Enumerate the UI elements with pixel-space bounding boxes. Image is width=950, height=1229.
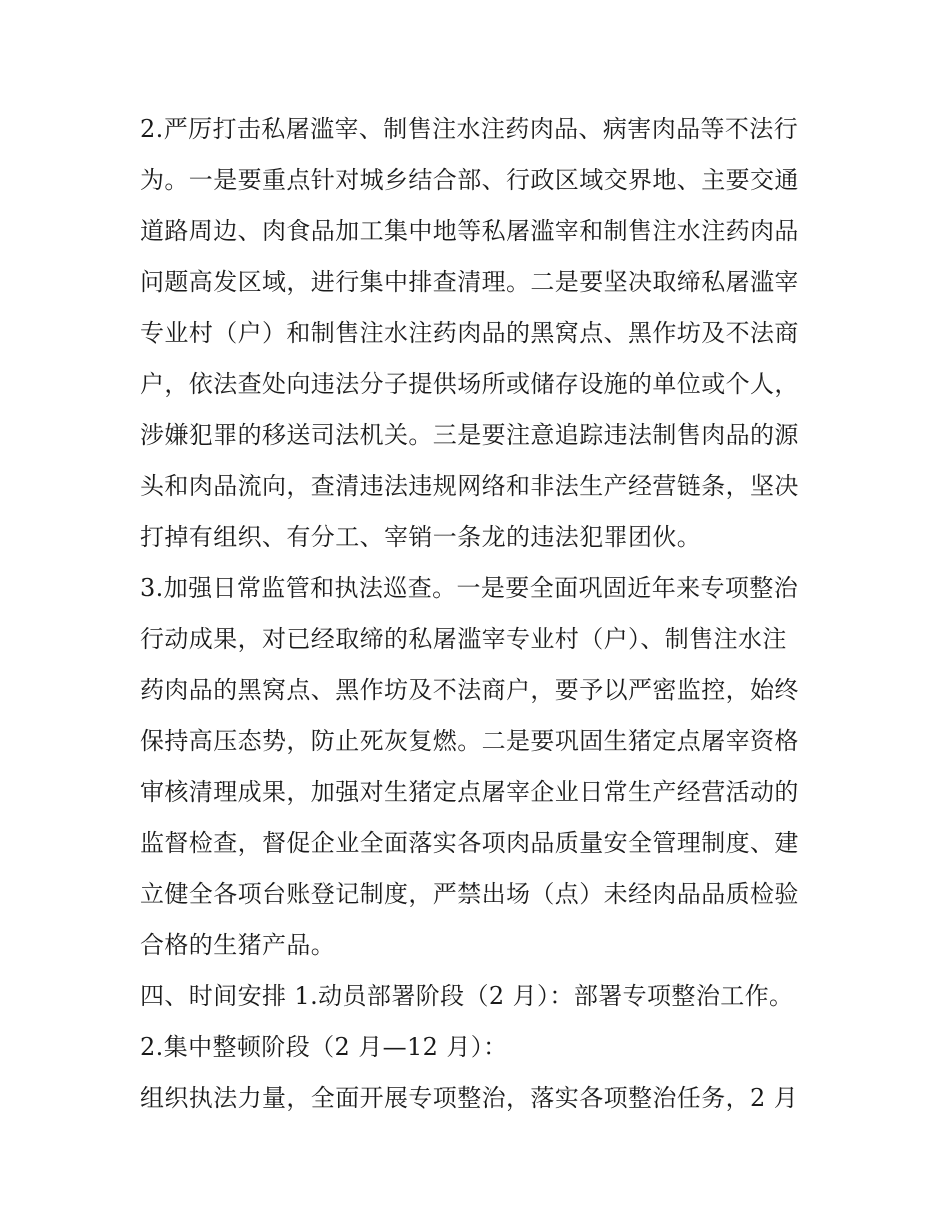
text-line: 行动成果，对已经取缔的私屠滥宰专业村（户）、制售注水注 <box>140 625 787 653</box>
text-line: 打掉有组织、有分工、宰销一条龙的违法犯罪团伙。 <box>140 523 702 551</box>
text-line: 2.严厉打击私屠滥宰、制售注水注药肉品、病害肉品等不法行 <box>140 115 799 143</box>
text-line: 组织执法力量，全面开展专项整治，落实各项整治任务，2 月 <box>140 1084 799 1112</box>
text-line: 审核清理成果，加强对生猪定点屠宰企业日常生产经营活动的 <box>140 778 799 806</box>
text-line: 保持高压态势，防止死灰复燃。二是要巩固生猪定点屠宰资格 <box>140 727 799 755</box>
text-line: 2.集中整顿阶段（2 月—12 月）： <box>140 1033 508 1061</box>
text-line: 问题高发区域，进行集中排查清理。二是要坚决取缔私屠滥宰 <box>140 268 799 296</box>
text-line: 户，依法查处向违法分子提供场所或储存设施的单位或个人， <box>140 370 799 398</box>
text-line: 道路周边、肉食品加工集中地等私屠滥宰和制售注水注药肉品 <box>140 217 799 245</box>
text-line: 为。一是要重点针对城乡结合部、行政区域交界地、主要交通 <box>140 166 799 194</box>
text-line: 头和肉品流向，查清违法违规网络和非法生产经营链条，坚决 <box>140 472 799 500</box>
text-line: 立健全各项台账登记制度，严禁出场（点）未经肉品品质检验 <box>140 880 799 908</box>
text-line: 涉嫌犯罪的移送司法机关。三是要注意追踪违法制售肉品的源 <box>140 421 799 449</box>
text-line: 四、时间安排 1.动员部署阶段（2 月）：部署专项整治工作。 <box>140 982 794 1010</box>
text-line: 监督检查，督促企业全面落实各项肉品质量安全管理制度、建 <box>140 829 799 857</box>
text-line: 专业村（户）和制售注水注药肉品的黑窝点、黑作坊及不法商 <box>140 319 799 347</box>
text-line: 3.加强日常监管和执法巡查。一是要全面巩固近年来专项整治 <box>140 574 799 602</box>
text-line: 药肉品的黑窝点、黑作坊及不法商户，要予以严密监控，始终 <box>140 676 799 704</box>
text-line: 合格的生猪产品。 <box>140 931 336 959</box>
document-body <box>140 104 812 1124</box>
